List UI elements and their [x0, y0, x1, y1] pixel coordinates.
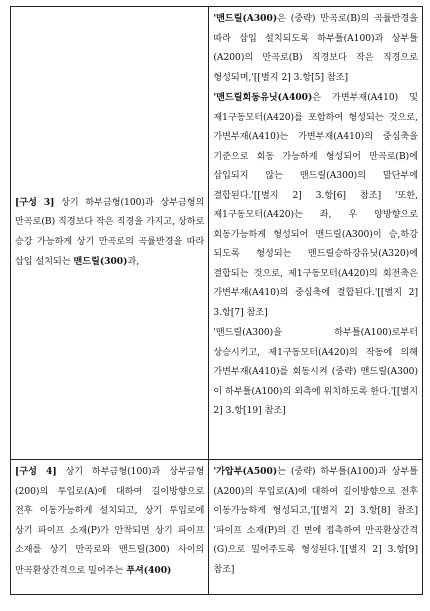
- prior-art-term: '가압부(A500): [213, 466, 278, 477]
- table-row: [11, 7, 423, 460]
- prior-art-paragraph: [213, 323, 418, 422]
- prior-art-text: 은 (중략) 만곡로(B)의 곡률반경을 따라 삽입 설치되도록 하부틀(A100)과 상부틀(A200)의 만곡로(B) 직경보다 작은 직경으로 형성되며,'[[별지 2] 3.항[5] 참조]: [213, 14, 418, 83]
- claim-tag: [구성 3]: [15, 196, 55, 208]
- claim-cell-4: [11, 460, 209, 595]
- prior-art-term: '맨드릴(A300): [213, 13, 278, 24]
- prior-art-cell-4: [209, 460, 423, 595]
- claim-tag: [구성 4]: [15, 466, 57, 477]
- prior-art-paragraph: [213, 9, 418, 88]
- claim-term: 푸셔(400): [126, 564, 172, 576]
- claim-cell-3: [11, 7, 209, 460]
- claim-text: 상기 하부금형(100)과 상부금형의 만곡로(B) 직경보다 작은 직경을 가지고, 상하로 승강 가능하게 상기 만곡로의 곡률반경을 따라 삽입 설치되는: [15, 197, 205, 267]
- claim-tail: 과,: [127, 257, 140, 267]
- prior-art-paragraph: [213, 88, 418, 323]
- claim-text: 상기 하부금형(100)과 상부금형(200)의 투입로(A)에 대하여 길이방향으로 전후 이동가능하게 설치되고, 상기 투입로에 상기 파이프 소재(P)가 안착되면 상기 파이프 소재를 상기 만곡로와 맨드릴(300) 사이의 만곡환상간격으로 밀어주는: [15, 467, 205, 576]
- prior-art-cell-3: [209, 7, 423, 460]
- prior-art-text: 는 (중략) 하부틀(A100)과 상부틀(A200)의 투입로(A)에 대하여 길이방향으로 전후 이동가능하게 형성되고,'[[별지 2] 3.항[8] 참조] '파이프 소재(P)의 긴 변에 접촉하여 만곡환상간격(G)으로 밀어주도록 형성된다.'[[별지 2] 3.항[9] 참조]: [213, 467, 418, 575]
- prior-art-term: '맨드릴회동유닛(A400): [213, 92, 313, 103]
- claim-term: 맨드릴(300): [73, 256, 128, 267]
- prior-art-paragraph: [213, 462, 418, 580]
- table-row: [11, 460, 423, 595]
- comparison-table: [10, 6, 423, 595]
- prior-art-text: 은 가변부재(A410) 및 제1구동모터(A420)를 포함하여 형성되는 것으로, 가변부재(A410)는 가변부재(A410)의 중심축을 기준으로 회동 가능하게 형성되어 만곡로(B)에 삽입되지 않는 맨드릴(A300)의 말단부에 결합된다.'[[별지 2] 3.항[6] 참조] '또한, 제1구동모터(A420)는 좌, 우 양방향으로 회동가능하게 형성되어 맨드릴(A300)이 승,하강 되도록 형성되는 맨드릴승하강유닛(A320)에 결합되는 것으로, 제1구동모터(A420)의 회전축은 가변부재(A410)의 중심축에 결합된다.'[[별지 2] 3.항[7] 참조]: [213, 93, 418, 318]
- prior-art-text: '맨드릴(A300)을 하부틀(A100)로부터 상승시키고, 제1구동모터(A420)의 작동에 의해 가변부재(A410)를 회동시켜 (중략) 맨드릴(A300)이 하부틀(A100)의 외측에 위치하도록 한다.'[[별지 2] 3.항[19] 참조]: [213, 328, 418, 416]
